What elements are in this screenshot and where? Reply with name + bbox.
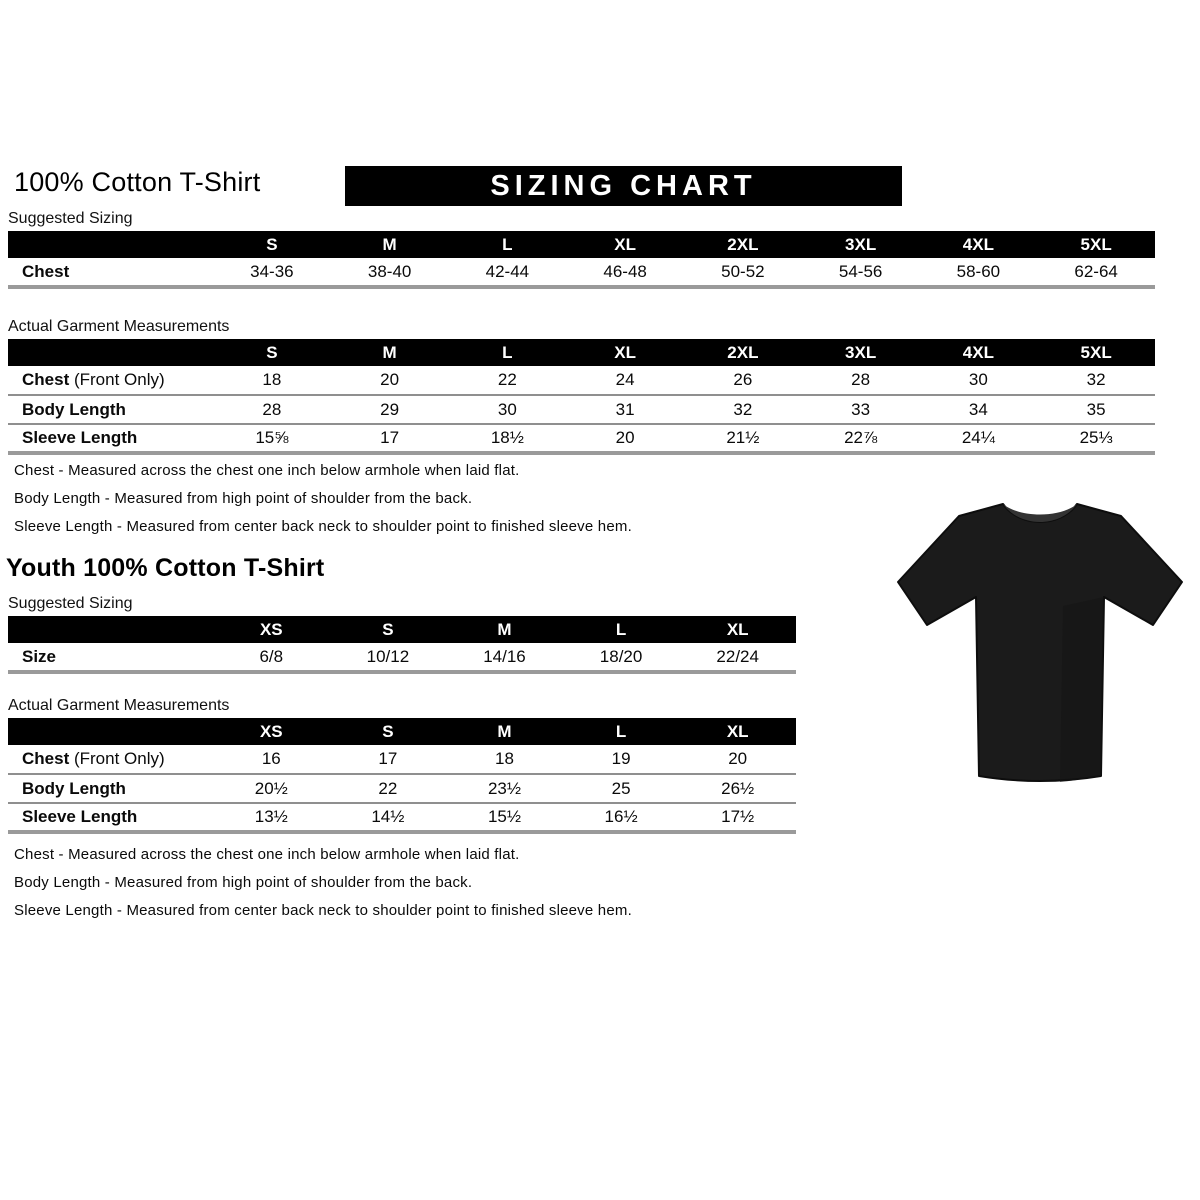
table-row — [8, 395, 1155, 424]
youth-suggested-sizing-table — [8, 616, 796, 674]
corner-cell — [8, 616, 213, 643]
table-row — [8, 745, 796, 774]
measurement-cell: 29 — [380, 399, 400, 419]
adult-suggested-sizing-table — [8, 231, 1155, 289]
size-column-header: S — [213, 339, 331, 366]
measurement-cell: 33 — [851, 399, 871, 419]
measurement-cell: 30 — [497, 399, 517, 419]
measurement-cell: 17½ — [721, 807, 755, 826]
measurement-cell: 28 — [851, 370, 871, 389]
note-chest: Chest - Measured across the chest one inch below armhole when laid flat. — [14, 846, 520, 863]
measurement-cell: 26½ — [721, 778, 755, 798]
measurement-cell: 24 — [615, 370, 635, 389]
measurement-cell: 18 — [495, 749, 514, 768]
measurement-cell: 21½ — [726, 428, 760, 447]
header-row — [8, 718, 796, 745]
size-column-header: L — [563, 616, 680, 643]
measurement-cell: 34-36 — [250, 261, 294, 281]
measurement-cell: 38-40 — [367, 261, 412, 281]
header-row — [8, 339, 1155, 366]
measurement-cell: 16 — [261, 749, 281, 768]
table-row — [8, 424, 1155, 453]
adult-measurement-notes — [14, 462, 632, 546]
measurement-cell: 18½ — [490, 428, 524, 447]
measurement-cell: 20 — [615, 428, 635, 447]
adult-suggested-sizing-label: Suggested Sizing — [8, 210, 133, 227]
table-row — [8, 803, 796, 832]
measurement-cell: 16½ — [604, 807, 638, 826]
size-column-header: 3XL — [802, 231, 920, 258]
size-column-header: XL — [566, 231, 684, 258]
measurement-cell: 22 — [497, 370, 517, 389]
measurement-cell: 50-52 — [721, 261, 765, 281]
note-chest: Chest - Measured across the chest one inch below armhole when laid flat. — [14, 462, 520, 479]
row-label: Body Length — [22, 778, 126, 798]
tshirt-image — [890, 476, 1190, 816]
corner-cell — [8, 231, 213, 258]
measurement-cell: 46-48 — [603, 261, 647, 281]
measurement-cell: 20 — [380, 370, 400, 389]
adult-actual-measurements-label: Actual Garment Measurements — [8, 318, 230, 335]
measurement-cell: 24¼ — [961, 428, 995, 447]
row-label: Sleeve Length — [22, 807, 138, 826]
measurement-cell: 54-56 — [838, 261, 883, 281]
size-column-header: S — [330, 616, 447, 643]
measurement-cell: 20 — [728, 749, 748, 768]
note-sleeve-length: Sleeve Length - Measured from center back neck to shoulder point to finished sleeve hem. — [14, 902, 632, 919]
adult-actual-measurements-table — [8, 339, 1155, 455]
header-row — [8, 616, 796, 643]
size-column-header: S — [213, 231, 331, 258]
measurement-cell: 13½ — [254, 807, 288, 826]
youth-section-title: Youth 100% Cotton T-Shirt — [6, 554, 325, 582]
measurement-cell: 23½ — [487, 778, 522, 798]
row-label: Chest — [22, 261, 70, 281]
header-row — [8, 231, 1155, 258]
size-column-header: 4XL — [920, 339, 1038, 366]
measurement-cell: 22⅞ — [844, 428, 878, 447]
measurement-cell: 32 — [733, 399, 753, 419]
table-row — [8, 258, 1155, 287]
measurement-cell: 22 — [378, 778, 398, 798]
size-column-header: S — [330, 718, 447, 745]
measurement-cell: 58-60 — [956, 261, 1001, 281]
measurement-cell: 14/16 — [483, 646, 526, 666]
measurement-cell: 22/24 — [716, 646, 759, 666]
note-body-length: Body Length - Measured from high point of shoulder from the back. — [14, 874, 473, 891]
size-column-header: 2XL — [684, 231, 802, 258]
size-column-header: 5XL — [1037, 339, 1155, 366]
measurement-cell: 17 — [378, 749, 398, 768]
youth-actual-measurements-table — [8, 718, 796, 834]
size-column-header: 5XL — [1037, 231, 1155, 258]
size-column-header: 2XL — [684, 339, 802, 366]
measurement-cell: 62-64 — [1074, 261, 1118, 281]
measurement-cell: 42-44 — [485, 261, 530, 281]
youth-actual-measurements-label: Actual Garment Measurements — [8, 697, 230, 714]
size-column-header: 3XL — [802, 339, 920, 366]
size-column-header: M — [331, 231, 449, 258]
corner-cell — [8, 718, 213, 745]
table-row — [8, 643, 796, 672]
measurement-cell: 30 — [968, 370, 988, 389]
black-tshirt-graphic — [890, 476, 1190, 816]
row-label: Chest (Front Only) — [22, 749, 165, 768]
measurement-cell: 28 — [262, 399, 282, 419]
measurement-cell: 18 — [262, 370, 282, 389]
measurement-cell: 25⅓ — [1079, 428, 1113, 447]
note-body-length: Body Length - Measured from high point of shoulder from the back. — [14, 490, 473, 507]
sizing-chart-banner: SIZING CHART — [345, 166, 902, 206]
measurement-cell: 14½ — [371, 807, 405, 826]
size-column-header: M — [446, 616, 563, 643]
measurement-cell: 18/20 — [599, 646, 643, 666]
measurement-cell: 34 — [968, 399, 988, 419]
measurement-cell: 35 — [1086, 399, 1106, 419]
row-label: Size — [22, 646, 57, 666]
size-column-header: 4XL — [920, 231, 1038, 258]
table-row — [8, 366, 1155, 395]
size-column-header: XL — [566, 339, 684, 366]
size-column-header: L — [449, 339, 567, 366]
row-label: Body Length — [22, 399, 126, 419]
youth-suggested-sizing-label: Suggested Sizing — [8, 595, 133, 612]
row-label: Sleeve Length — [22, 428, 138, 447]
measurement-cell: 17 — [380, 428, 400, 447]
measurement-cell: 6/8 — [259, 646, 284, 666]
youth-measurement-notes — [14, 846, 632, 930]
corner-cell — [8, 339, 213, 366]
measurement-cell: 19 — [611, 749, 631, 768]
adult-section-title: 100% Cotton T-Shirt — [14, 167, 261, 197]
measurement-cell: 26 — [733, 370, 753, 389]
size-column-header: XS — [213, 616, 330, 643]
measurement-cell: 10/12 — [366, 646, 410, 666]
size-column-header: XL — [679, 616, 796, 643]
size-column-header: XS — [213, 718, 330, 745]
measurement-cell: 31 — [615, 399, 635, 419]
row-label: Chest (Front Only) — [22, 370, 165, 389]
measurement-cell: 15⅝ — [255, 428, 289, 447]
table-row — [8, 774, 796, 803]
measurement-cell: 15½ — [487, 807, 522, 826]
measurement-cell: 25 — [611, 778, 631, 798]
size-column-header: L — [563, 718, 680, 745]
size-column-header: M — [446, 718, 563, 745]
size-column-header: M — [331, 339, 449, 366]
measurement-cell: 32 — [1086, 370, 1106, 389]
size-column-header: L — [449, 231, 567, 258]
size-column-header: XL — [679, 718, 796, 745]
measurement-cell: 20½ — [254, 778, 288, 798]
note-sleeve-length: Sleeve Length - Measured from center back neck to shoulder point to finished sleeve hem. — [14, 518, 632, 535]
